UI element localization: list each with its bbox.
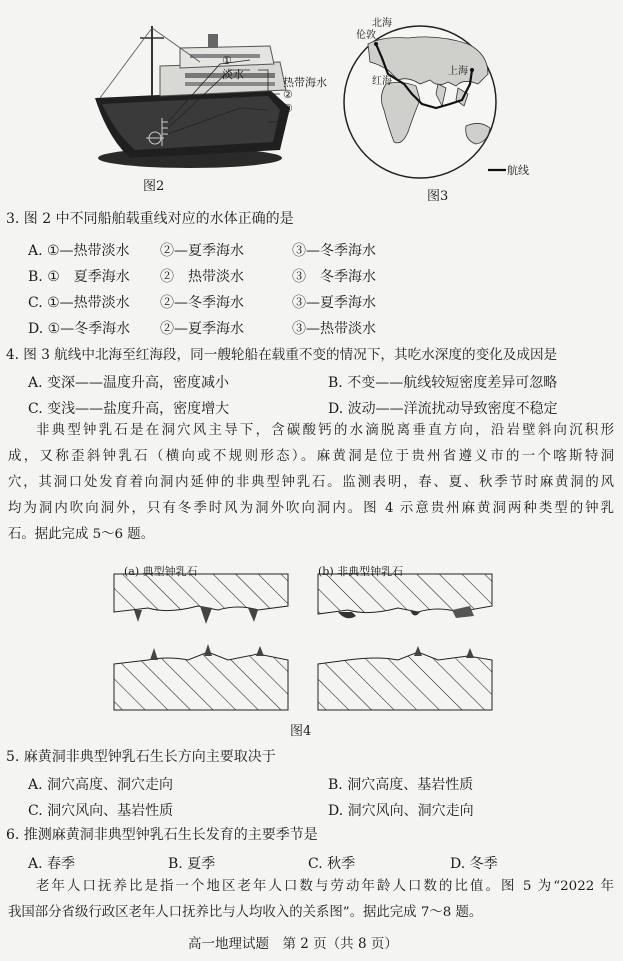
q4-stem: 4. 图 3 航线中北海至红海段，同一艘轮船在载重不变的情况下，其吃水深度的变化及成因是 (6, 347, 558, 363)
q3-option-c-1: C. ①—热带淡水 (28, 295, 130, 311)
q6-option-a: A. 春季 (28, 856, 76, 872)
passage1-line-1: 非典型钟乳石是在洞穴风主导下，含碳酸钙的水滴脱离垂直方向，沿岩壁斜向沉积形 (36, 423, 614, 438)
passage1-line-3: 穴，其洞口处发育着向洞内延伸的非典型钟乳石。监测表明，春、夏、秋季节时麻黄洞的风 (8, 475, 614, 490)
page-footer: 高一地理试题 第 2 页（共 8 页） (188, 936, 398, 952)
fig4-caption: 图4 (290, 724, 312, 739)
q3-option-c-2: ②—冬季海水 (160, 295, 244, 311)
q3-option-d-2: ②—夏季海水 (160, 321, 244, 337)
q5-option-c: C. 洞穴风向、基岩性质 (28, 803, 174, 819)
passage-dependency-ratio (8, 874, 614, 926)
fig4-panel-a-label: (a) 典型钟乳石 (124, 565, 198, 578)
passage2-line-1: 老年人口抚养比是指一个地区老年人口数与劳动年龄人口数的比值。图 5 为“2022 年 (36, 879, 614, 894)
fig3-legend-route: 航线 (507, 164, 529, 177)
fig3-label-london: 伦敦 (356, 30, 376, 41)
q3-option-b-1: B. ① 夏季海水 (28, 269, 130, 285)
figure-4 (108, 560, 498, 718)
fig3-label-north-sea: 北海 (372, 18, 392, 29)
q3-option-a-3: ③—冬季海水 (292, 243, 376, 259)
q5-stem: 5. 麻黄洞非典型钟乳石生长方向主要取决于 (6, 749, 276, 765)
q3-option-d-1: D. ①—冬季海水 (28, 321, 131, 337)
fig2-label-1: ① (222, 54, 232, 67)
fig3-label-shanghai: 上海 (448, 66, 468, 77)
fig4-panel-b-label: (b) 非典型钟乳石 (318, 565, 404, 578)
fig3-label-red-sea: 红海 (372, 76, 392, 87)
stalactite-diagram (108, 560, 498, 718)
q3-option-a-2: ②—夏季海水 (160, 243, 244, 259)
q4-option-d: D. 波动——洋流扰动导致密度不稳定 (328, 401, 558, 417)
q6-option-b: B. 夏季 (168, 856, 216, 872)
fig2-label-fresh-water: 淡水 (222, 68, 244, 81)
q6-stem: 6. 推测麻黄洞非典型钟乳石生长发育的主要季节是 (6, 827, 318, 843)
figure-2 (90, 18, 330, 173)
q5-option-d: D. 洞穴风向、洞穴走向 (328, 803, 474, 819)
passage-stalactite (8, 418, 614, 548)
q4-option-a: A. 变深——温度升高，密度减小 (28, 375, 230, 391)
fig2-label-3: ③ (283, 102, 293, 115)
passage1-line-4: 均为洞内吹向洞外，只有冬季时风为洞外吹向洞内。图 4 示意贵州麻黄洞两种类型的钟乳 (8, 501, 614, 516)
q3-option-b-3: ③ 冬季海水 (292, 269, 376, 285)
fig2-caption: 图2 (143, 179, 165, 194)
q5-option-a: A. 洞穴高度、洞穴走向 (28, 777, 174, 793)
q3-option-b-2: ② 热带淡水 (160, 269, 244, 285)
fig2-label-tropical-seawater: 热带海水 (283, 76, 327, 89)
q5-option-b: B. 洞穴高度、基岩性质 (328, 777, 474, 793)
q6-option-c: C. 秋季 (308, 856, 356, 872)
passage2-line-2: 我国部分省级行政区老年人口抚养比与人均收入的关系图”。据此完成 7～8 题。 (8, 905, 483, 920)
q3-option-c-3: ③—夏季海水 (292, 295, 376, 311)
q3-stem: 3. 图 2 中不同船舶载重线对应的水体正确的是 (6, 211, 294, 227)
passage1-line-5: 石。据此完成 5～6 题。 (8, 527, 155, 542)
q4-option-b: B. 不变——航线较短密度差异可忽略 (328, 375, 558, 391)
q4-option-c: C. 变浅——盐度升高，密度增大 (28, 401, 230, 417)
fig3-caption: 图3 (427, 189, 449, 204)
ship-illustration (90, 18, 330, 173)
passage1-line-2: 成，又称歪斜钟乳石（横向或不规则形态）。麻黄洞是位于贵州省遵义市的一个喀斯特洞 (8, 449, 614, 464)
q3-option-d-3: ③—热带淡水 (292, 321, 376, 337)
q3-option-a-1: A. ①—热带淡水 (28, 243, 130, 259)
q6-option-d: D. 冬季 (450, 856, 498, 872)
fig2-label-2: ② (283, 88, 293, 101)
